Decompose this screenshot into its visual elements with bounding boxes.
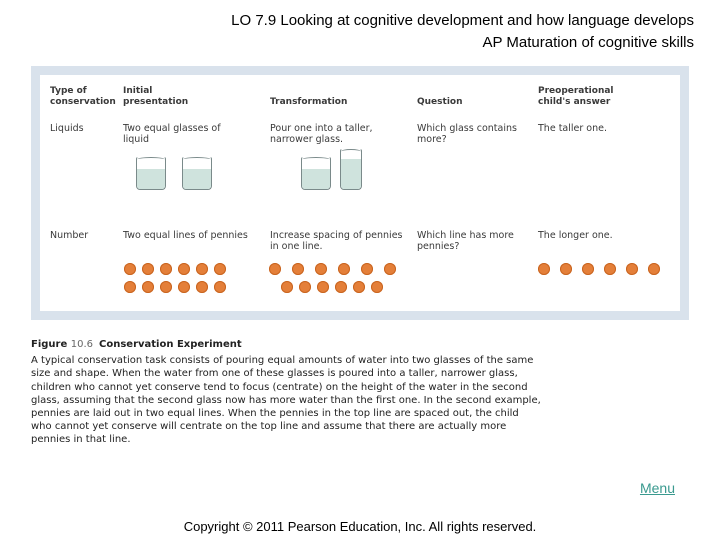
penny-icon bbox=[371, 281, 383, 293]
penny-icon bbox=[353, 281, 365, 293]
penny-icon bbox=[160, 281, 172, 293]
penny-icon bbox=[361, 263, 373, 275]
figure-caption bbox=[31, 338, 541, 447]
tall-glass-icon bbox=[340, 149, 362, 190]
header-answer: Preoperational child's answer bbox=[538, 86, 614, 107]
penny-icon bbox=[269, 263, 281, 275]
penny-icon bbox=[338, 263, 350, 275]
row-liquids-question: Which glass contains more? bbox=[417, 123, 517, 145]
header-transformation: Transformation bbox=[270, 97, 348, 107]
copyright-notice: Copyright © 2011 Pearson Education, Inc. All rights reserved. bbox=[183, 519, 537, 534]
header-initial: Initial presentation bbox=[123, 86, 189, 107]
header-type: Type of conservation bbox=[50, 86, 116, 107]
row-liquids-transformation: Pour one into a taller, narrower glass. bbox=[270, 123, 373, 145]
penny-icon bbox=[292, 263, 304, 275]
row-number-initial: Two equal lines of pennies bbox=[123, 230, 248, 241]
penny-icon bbox=[142, 281, 154, 293]
row-liquids-initial: Two equal glasses of liquid bbox=[123, 123, 221, 145]
figure-title: Conservation Experiment bbox=[99, 339, 242, 350]
conservation-figure bbox=[31, 66, 689, 320]
penny-icon bbox=[538, 263, 550, 275]
figure-label-word: Figure bbox=[31, 339, 68, 350]
row-number-answer: The longer one. bbox=[538, 230, 613, 241]
menu-link[interactable]: Menu bbox=[639, 480, 675, 496]
penny-icon bbox=[178, 281, 190, 293]
row-number-question: Which line has more pennies? bbox=[417, 230, 514, 252]
penny-icon bbox=[214, 281, 226, 293]
penny-icon bbox=[317, 281, 329, 293]
row-number-type: Number bbox=[50, 230, 89, 241]
glass-icon bbox=[301, 157, 331, 190]
penny-icon bbox=[281, 281, 293, 293]
row-number-transformation: Increase spacing of pennies in one line. bbox=[270, 230, 403, 252]
header-question: Question bbox=[417, 97, 463, 107]
row-liquids-type: Liquids bbox=[50, 123, 84, 134]
penny-icon bbox=[648, 263, 660, 275]
penny-icon bbox=[214, 263, 226, 275]
conservation-table bbox=[40, 75, 680, 311]
penny-icon bbox=[299, 281, 311, 293]
penny-icon bbox=[626, 263, 638, 275]
figure-label bbox=[31, 339, 93, 350]
penny-icon bbox=[196, 263, 208, 275]
penny-icon bbox=[196, 281, 208, 293]
penny-icon bbox=[560, 263, 572, 275]
penny-icon bbox=[315, 263, 327, 275]
penny-icon bbox=[582, 263, 594, 275]
penny-icon bbox=[335, 281, 347, 293]
penny-icon bbox=[384, 263, 396, 275]
slide-title-line-1: LO 7.9 Looking at cognitive development and how language develops bbox=[231, 12, 694, 29]
penny-icon bbox=[178, 263, 190, 275]
glass-icon bbox=[182, 157, 212, 190]
penny-icon bbox=[124, 281, 136, 293]
penny-icon bbox=[124, 263, 136, 275]
penny-icon bbox=[142, 263, 154, 275]
figure-number: 10.6 bbox=[70, 339, 93, 350]
penny-icon bbox=[160, 263, 172, 275]
slide-title bbox=[231, 10, 694, 54]
figure-caption-text: A typical conservation task consists of pouring equal amounts of water into two glasses of the same size and shape. When the water from one of these glasses is poured into a taller, narrower glass, children who cannot yet conserve tend to focus (centrate) on the height of the water in the second glass, assuming that the second glass now has more water than the first one. In the second example, pennies are laid out in two equal lines. When the pennies in the top line are spaced out, the child who cannot yet conserve will centrate on the top line and assume that there are actually more pennies in that line. bbox=[31, 355, 541, 446]
row-liquids-answer: The taller one. bbox=[538, 123, 607, 134]
penny-icon bbox=[604, 263, 616, 275]
glass-icon bbox=[136, 157, 166, 190]
slide-title-line-2: AP Maturation of cognitive skills bbox=[482, 34, 694, 51]
